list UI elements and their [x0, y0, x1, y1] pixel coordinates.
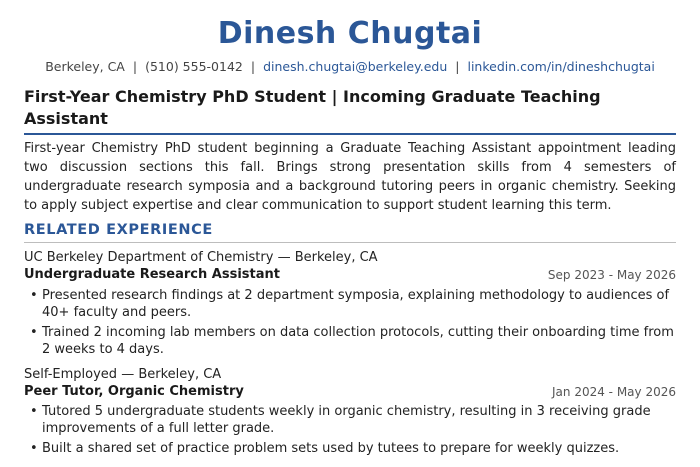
experience-role: Peer Tutor, Organic Chemistry [24, 384, 244, 399]
contact-separator: | [455, 59, 460, 74]
section-title-related-experience: RELATED EXPERIENCE [24, 222, 213, 238]
experience-bullet-text: Built a shared set of practice problem sets used by tutees to prepare for weekly quizzes. [42, 441, 620, 456]
experience-dates: Sep 2023 - May 2026 [547, 268, 676, 282]
experience-bullet [24, 287, 676, 321]
experience-organization: UC Berkeley Department of Chemistry — Berkeley, CA [24, 250, 378, 265]
experience-dates: Jan 2024 - May 2026 [552, 385, 676, 399]
contact-separator: | [132, 59, 138, 74]
experience-bullet-text: Tutored 5 undergraduate students weekly in organic chemistry, resulting in 3 receiving grade improvements of a full letter grade. [42, 404, 651, 436]
contact-email-link[interactable]: dinesh.chugtai@berkeley.edu [263, 59, 448, 74]
candidate-name: Dinesh Chugtai [217, 16, 483, 51]
contact-separator: | [250, 59, 256, 74]
experience-bullet-list [24, 403, 676, 460]
bullet-dot-icon: • [30, 288, 38, 303]
experience-bullet-text: Trained 2 incoming lab members on data collection protocols, cutting their onboarding time from 2 weeks to 4 days. [42, 325, 674, 357]
contact-location: Berkeley, CA [45, 59, 125, 74]
bullet-dot-icon: • [30, 441, 38, 456]
professional-headline: First-Year Chemistry PhD Student | Incoming Graduate Teaching Assistant [24, 87, 601, 128]
experience-bullet [24, 403, 676, 437]
headline-divider [24, 133, 676, 135]
experience-role-row [24, 383, 676, 401]
bullet-dot-icon: • [30, 404, 38, 419]
contact-line [0, 58, 700, 76]
summary-paragraph: First-year Chemistry PhD student beginning a Graduate Teaching Assistant appointment leading two discussion sections this fall. Brings strong presentation skills from 4 semesters of undergraduate research symposia and a background tutoring peers in organic chemistry. Seeking to apply subject expertise and clear communication to support student learning this term. [24, 141, 676, 213]
experience-organization: Self-Employed — Berkeley, CA [24, 367, 222, 382]
experience-role-row [24, 266, 676, 284]
experience-bullet-list [24, 287, 676, 361]
experience-bullet-text: Presented research findings at 2 department symposia, explaining methodology to audiences of 40+ faculty and peers. [42, 288, 670, 320]
contact-phone: (510) 555-0142 [145, 59, 243, 74]
contact-linkedin-link[interactable]: linkedin.com/in/dineshchugtai [467, 59, 655, 74]
experience-role: Undergraduate Research Assistant [24, 267, 280, 282]
experience-bullet [24, 440, 676, 457]
section-divider [24, 242, 676, 243]
bullet-dot-icon: • [30, 325, 38, 340]
experience-bullet [24, 324, 676, 358]
